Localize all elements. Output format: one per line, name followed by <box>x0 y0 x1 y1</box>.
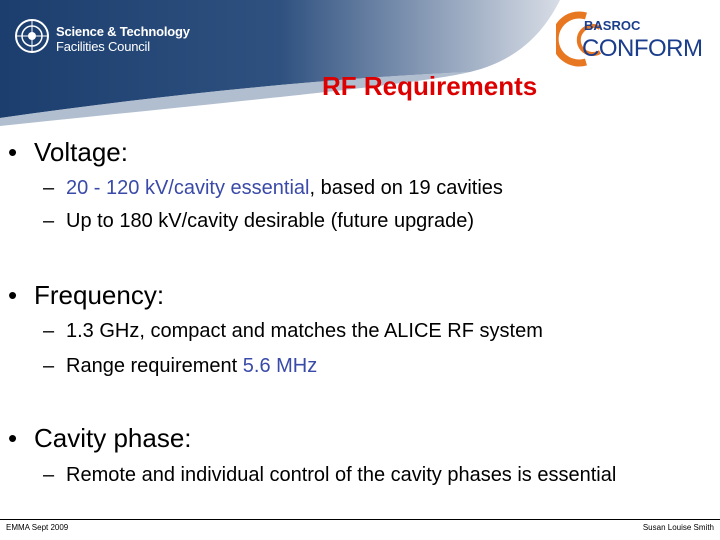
bullet-heading: Frequency: <box>34 280 165 310</box>
footer-divider <box>0 519 720 520</box>
item-text: Remote and individual control of the cavity phases is essential <box>66 464 617 486</box>
bullet-frequency <box>8 280 164 311</box>
bullet-voltage <box>8 137 128 168</box>
sub-item-voltage-1 <box>43 177 503 200</box>
partner-logo-top: BASROC <box>584 18 641 33</box>
bullet-heading: Voltage: <box>34 137 128 167</box>
sub-item-cavity-phase-1 <box>43 461 683 490</box>
slide-title: RF Requirements <box>322 71 538 101</box>
dash-marker: – <box>43 177 55 199</box>
highlight-text: 20 - 120 kV/cavity essential <box>66 177 310 199</box>
footer-event: EMMA Sept 2009 <box>6 523 69 532</box>
dash-marker: – <box>43 355 55 377</box>
highlight-text: 5.6 MHz <box>242 355 318 377</box>
sub-item-frequency-2 <box>43 355 317 378</box>
item-text: , based on 19 cavities <box>309 177 503 199</box>
sub-item-frequency-1 <box>43 320 543 343</box>
footer-author: Susan Louise Smith <box>642 523 714 532</box>
item-text: Range requirement <box>66 355 243 377</box>
item-text: 1.3 GHz, compact and matches the ALICE RF system <box>66 320 543 342</box>
bullet-heading: Cavity phase: <box>34 423 192 453</box>
bullet-dot: • <box>8 280 18 310</box>
bullet-dot: • <box>8 423 18 453</box>
dash-marker: – <box>43 464 55 486</box>
sub-item-voltage-2 <box>43 210 474 233</box>
bullet-cavity-phase <box>8 423 192 454</box>
dash-marker: – <box>43 320 55 342</box>
partner-logo-main: CONFORM <box>582 35 703 62</box>
org-name-line2: Facilities Council <box>56 39 150 54</box>
org-name-line1: Science & Technology <box>56 24 190 39</box>
item-text: Up to 180 kV/cavity desirable (future upgrade) <box>66 210 474 232</box>
dash-marker: – <box>43 210 55 232</box>
bullet-dot: • <box>8 137 18 167</box>
